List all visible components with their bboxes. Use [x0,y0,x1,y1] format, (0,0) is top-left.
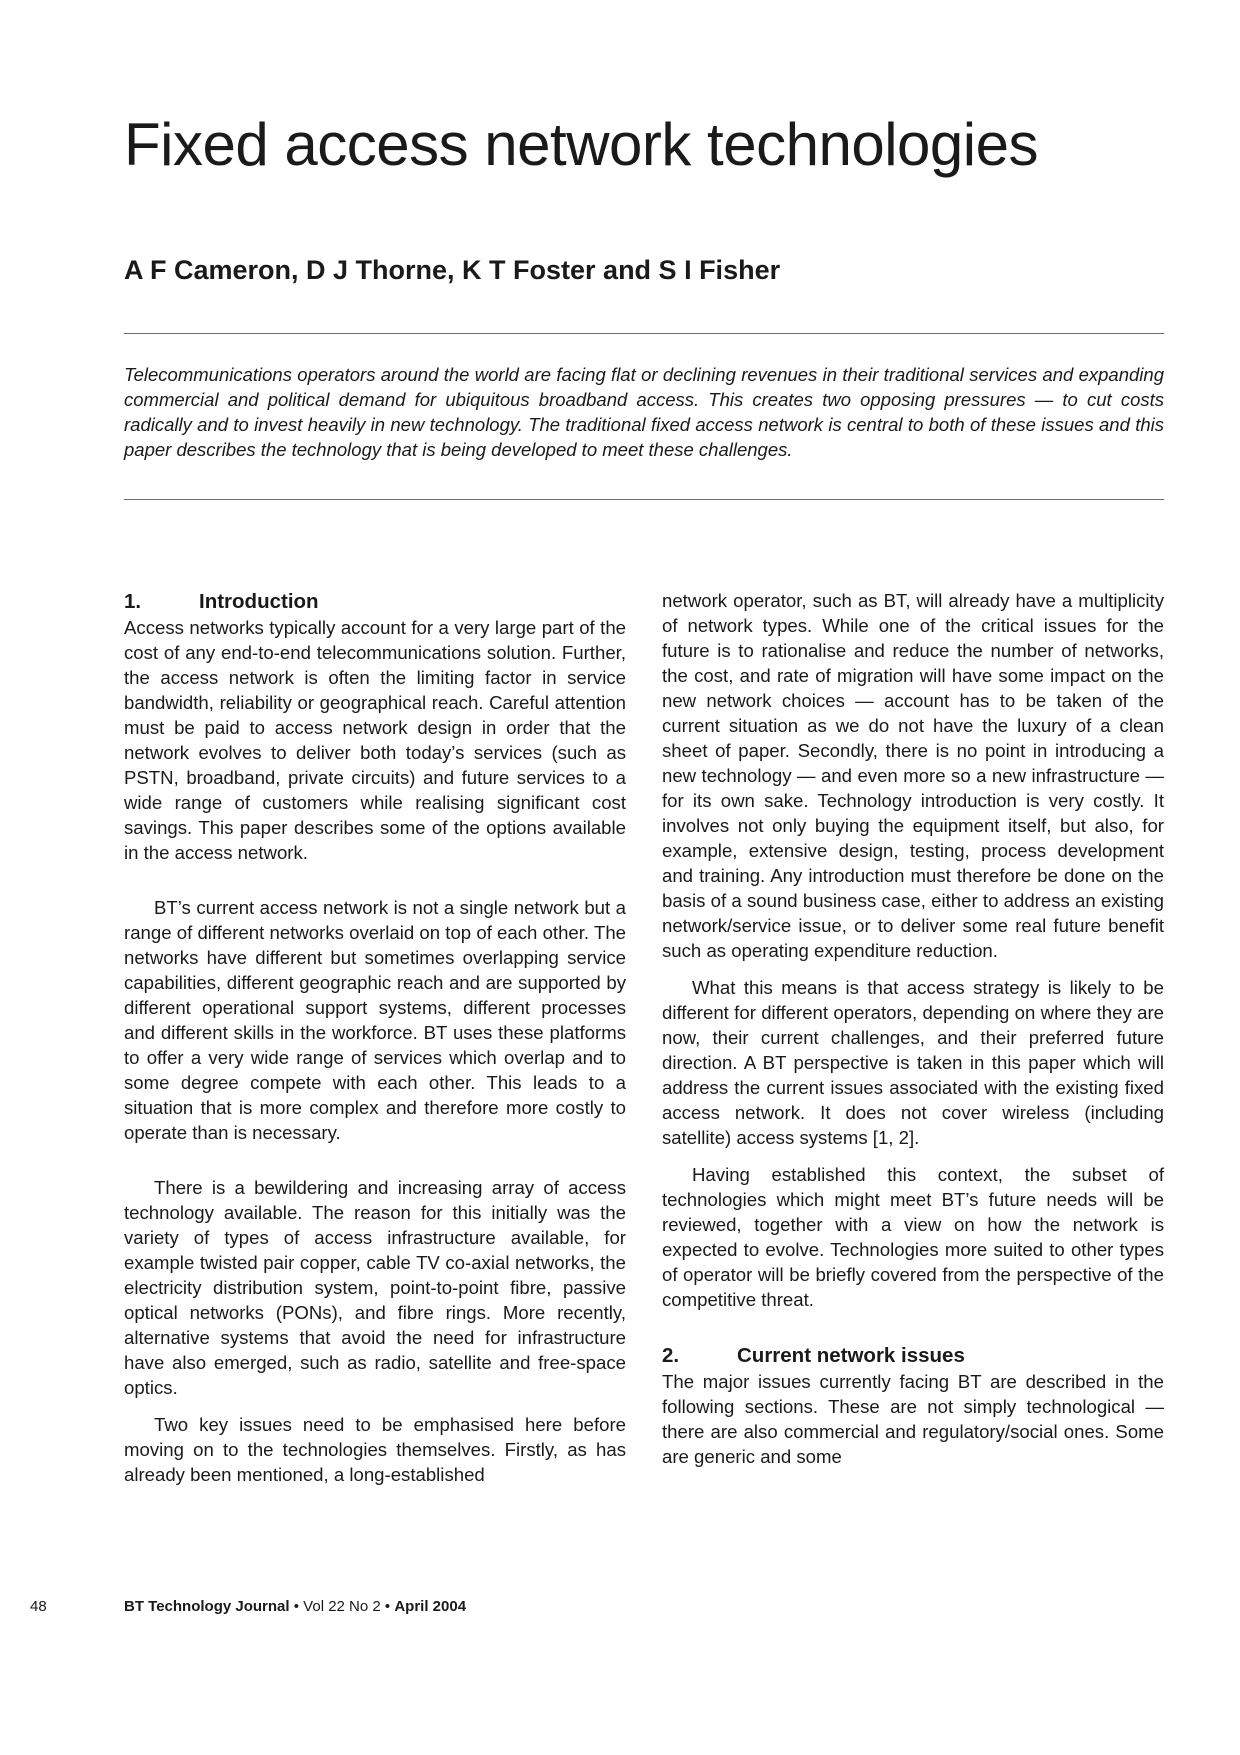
page-number: 48 [30,1598,47,1615]
abstract-top-divider [124,333,1164,334]
journal-name: BT Technology Journal [124,1598,290,1615]
section-number: 1. [124,590,142,613]
abstract: Telecommunications operators around the world are facing flat or declining revenues in their traditional services and expanding commercial and political demand for ubiquitous broadband access. This creates two opposing pressures — to cut costs radically and to invest heavily in new technology. The traditional fixed access network is central to both of these issues and this paper describes the technology that is being developed to meet these challenges. [124,364,1164,460]
body-paragraph: There is a bewildering and increasing array of access technology available. The reason for this initially was the variety of types of access infrastructure available, for example twisted pair copper, cable TV co-axial networks, the electricity distribution system, point-to-point fibre, passive optical networks (PONs), and fibre rings. More recently, alternative systems that avoid the need for infrastructure have also emerged, such as radio, satellite and free-space optics. [124,1177,626,1398]
body-paragraph: network operator, such as BT, will already have a multiplicity of network types. While one of the critical issues for the future is to rationalise and reduce the number of networks, the cost, and rate of migration will have some impact on the new network choices — account has to be taken of the current situation as we do not have the luxury of a clean sheet of paper. Secondly, there is no point in introducing a new technology — and even more so a new infrastructure — for its own sake. Technology introduction is very costly. It involves not only buying the equipment itself, but also, for example, extensive design, testing, process development and training. Any introduction must therefore be done on the basis of a sound business case, either to address an existing network/service issue, or to deliver some real future benefit such as operating expenditure reduction. [662,590,1164,961]
section-title: Introduction [199,590,319,613]
journal-volume: Vol 22 No 2 [303,1598,381,1615]
abstract-bottom-divider [124,499,1164,500]
body-paragraph: BT’s current access network is not a single network but a range of different networks overlaid on top of each other. The networks have different but sometimes overlapping service capabilities, different geographic reach and are supported by different operational support systems, different processes and different skills in the workforce. BT uses these platforms to offer a very wide range of services which overlap and to some degree compete with each other. This leads to a situation that is more complex and therefore more costly to operate than is necessary. [124,897,626,1143]
author-list: A F Cameron, D J Thorne, K T Foster and S I Fisher [124,255,781,285]
journal-date: April 2004 [394,1598,467,1615]
body-paragraph: Access networks typically account for a very large part of the cost of any end-to-end telecommunications solution. Further, the access network is often the limiting factor in service bandwidth, reliability or geographical reach. Careful attention must be paid to access network design in order that the network evolves to deliver both today’s services (such as PSTN, broadband, private circuits) and future services to a wide range of customers while realising significant cost savings. This paper describes some of the options available in the access network. [124,617,626,863]
section-number: 2. [662,1344,680,1367]
body-paragraph: Two key issues need to be emphasised here before moving on to the technologies themselves. Firstly, as has already been mentioned, a long-established [124,1414,626,1485]
right-column [662,588,1164,1469]
body-paragraph: Having established this context, the subset of technologies which might meet BT’s future needs will be reviewed, together with a view on how the network is expected to evolve. Technologies more suited to other types of operator will be briefly covered from the perspective of the competitive threat. [662,1164,1164,1310]
paper-title: Fixed access network technologies [124,111,1038,178]
body-paragraph: The major issues currently facing BT are described in the following sections. These are not simply technological — there are also commercial and regulatory/social ones. Some are generic and some [662,1371,1164,1467]
footer-separator: • [289,1598,304,1615]
section-heading-current-network-issues [662,1342,1164,1369]
footer-separator: • [380,1598,395,1615]
page-footer [0,1595,1240,1619]
left-column [124,588,626,1487]
body-paragraph: What this means is that access strategy is likely to be different for different operators, depending on where they are now, their current challenges, and their preferred future direction. A BT perspective is taken in this paper which will address the current issues associated with the existing fixed access network. It does not cover wireless (including satellite) access systems [1, 2]. [662,977,1164,1148]
section-heading-introduction [124,588,626,615]
journal-citation [124,1595,466,1619]
section-title: Current network issues [737,1344,965,1367]
